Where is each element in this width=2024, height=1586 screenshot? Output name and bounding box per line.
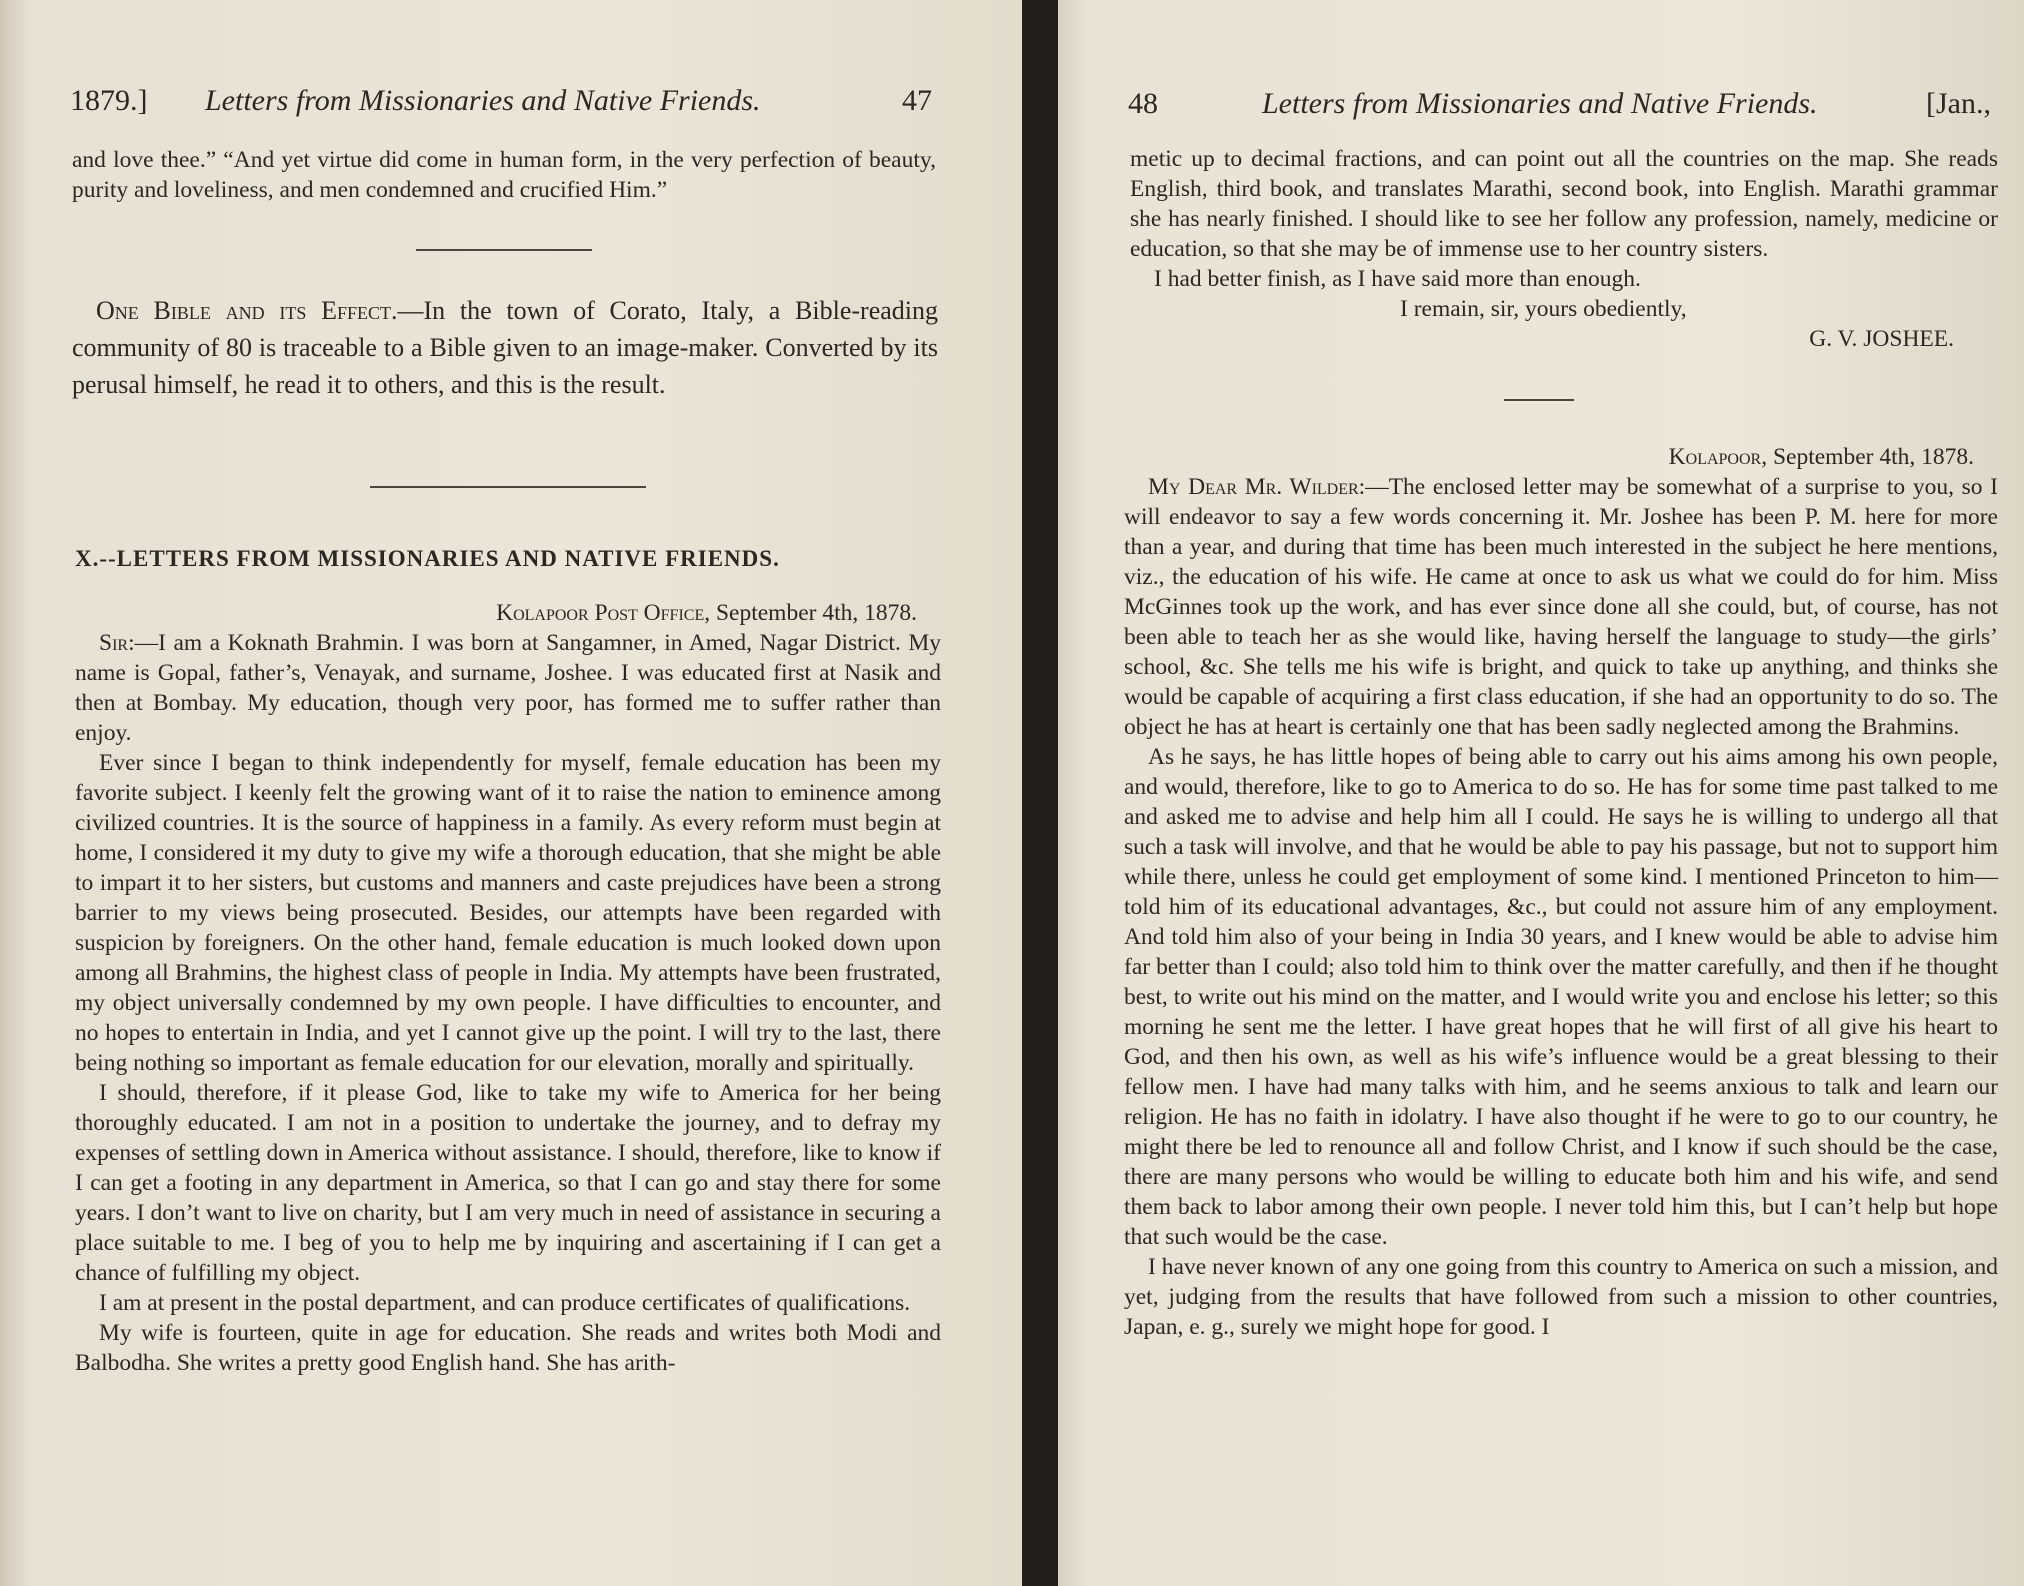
- right-dateline-date: September 4th, 1878.: [1767, 444, 1974, 470]
- right-header-title: Letters from Missionaries and Native Friends.: [1262, 87, 1818, 120]
- right-running-header: [1128, 87, 1998, 123]
- letters-section: [75, 544, 941, 1378]
- right-para-1: metic up to decimal fractions, and can point out all the countries on the map. She reads English, third book, and translates Marathi, second book, into English. Marathi grammar she has nearly finished. I should like to see her follow any profession, namely, medicine or education, so that she may be of immense use to her country sisters.: [1130, 146, 1998, 262]
- right-para-3-text: :—The enclosed letter may be somewhat of a surprise to you, so I will endeavor to say a few words concerning it. Mr. Joshee has been P. M. here for more than a year, and during that time has been much interested in the subject he here mentions, viz., the education of his wife. He came at once to ask us what we could do for him. Miss McGinnes took up the work, and has ever since done all she could, but, of course, has not been able to teach her as she would like, having herself the language to study—the girls’ school, &c. She tells me his wife is bright, and quick to take up anything, and thinks she would be capable of acquiring a first class education, if she had an opportunity to do so. The object he has at heart is certainly one that has been sadly neglected among the Brahmins.: [1124, 474, 1998, 740]
- left-salutation: Sir: [99, 630, 129, 656]
- right-dateline: [1124, 442, 1998, 472]
- right-salutation: My Dear Mr. Wilder: [1148, 474, 1359, 500]
- left-para-5: My wife is fourteen, quite in age for education. She reads and writes both Modi and Balbodha. She writes a pretty good English hand. She has arith-: [75, 1320, 941, 1376]
- bible-item: [72, 292, 938, 403]
- left-header-title: Letters from Missionaries and Native Friends.: [205, 84, 761, 117]
- wilder-letter: [1124, 442, 1998, 1342]
- right-header-month: [Jan.,: [1926, 87, 1991, 120]
- left-dateline-date: September 4th, 1878.: [710, 600, 917, 626]
- left-para-4: I am at present in the postal department, and can produce certificates of qualifications.: [99, 1290, 911, 1316]
- right-para-5: I have never known of any one going from this country to America on such a mission, and yet, judging from the results that have followed from such a mission to other countries, Japan, e. g., surely we might hope for good. I: [1124, 1254, 1998, 1340]
- right-dateline-place: Kolapoor,: [1668, 444, 1768, 470]
- book-gutter: [1022, 0, 1058, 1586]
- right-signature: G. V. JOSHEE.: [1809, 326, 1954, 352]
- right-page: [1058, 0, 2024, 1586]
- left-para-2: Ever since I began to think independently for myself, female education has been my favorite subject. I keenly felt the growing want of it to raise the nation to eminence among civilized countries. It is the source of happiness in a family. As every reform must begin at home, I considered it my duty to give my wife a thorough education, that she might be able to impart it to her sisters, but customs and manners and caste prejudices have been a strong barrier to my views being prosecuted. Besides, our attempts have been regarded with suspicion by foreigners. On the other hand, female education is much looked down upon among all Brahmins, the highest class of people in India. My attempts have been frustrated, my object universally condemned by my own people. I have difficulties to encounter, and no hopes to entertain in India, and yet I cannot give up the point. I will try to the last, there being nothing so important as female education for our elevation, morally and spiritually.: [75, 750, 941, 1076]
- left-para-1-text: :—I am a Koknath Brahmin. I was born at Sangamner, in Amed, Nagar District. My name is Gopal, father’s, Venayak, and surname, Joshee. I was educated first at Nasik and then at Bombay. My education, though very poor, has formed me to suffer rather than enjoy.: [75, 630, 941, 746]
- left-para-1: [75, 628, 941, 748]
- section-heading: X.--LETTERS FROM MISSIONARIES AND NATIVE FRIENDS.: [75, 546, 780, 571]
- right-closing: I remain, sir, yours obediently,: [1400, 296, 1687, 322]
- left-dateline-place: Kolapoor Post Office,: [496, 600, 711, 626]
- right-page-number: 48: [1128, 87, 1158, 120]
- left-page-number: 47: [902, 84, 932, 117]
- bible-item-text: —In the town of Corato, Italy, a Bible-reading community of 80 is traceable to a Bible given to an image-maker. Converted by its perusal himself, he read it to others, and this is the result.: [72, 296, 938, 399]
- left-dateline: [75, 598, 941, 628]
- right-letter-end: [1130, 144, 1998, 354]
- right-para-2: I had better finish, as I have said more than enough.: [1154, 266, 1641, 292]
- divider-3: [1504, 399, 1574, 401]
- left-quote-block: [72, 145, 936, 205]
- right-para-3: [1124, 472, 1998, 742]
- quote-end: and love thee.” “And yet virtue did come in human form, in the very perfection of beauty, purity and loveliness, and men condemned and crucified Him.”: [72, 147, 936, 203]
- divider-2: [370, 486, 646, 488]
- bible-item-title: One Bible and its Effect.: [96, 296, 398, 325]
- left-running-header: [70, 84, 940, 120]
- right-para-4: As he says, he has little hopes of being able to carry out his aims among his own people, and would, therefore, like to go to America to do so. He has for some time past talked to me and asked me to advise and help him all I could. He says he is willing to undergo all that such a task will involve, and that he would be able to pay his passage, but not to support him while there, unless he could get employment of some kind. I mentioned Princeton to him—told him of its educational advantages, &c., but could not assure him of any employment. And told him also of your being in India 30 years, and I knew would be able to advise him far better than I could; also told him to think over the matter carefully, and then if he thought best, to write out his mind on the matter, and I would write you and enclose his letter; so this morning he sent me the letter. I have great hopes that he will first of all give his heart to God, and then his own, as well as his wife’s influence would be a great blessing to their fellow men. I have had many talks with him, and he seems anxious to talk and learn our religion. He has no faith in idolatry. I have also thought if he were to go to our country, he might there be led to renounce all and follow Christ, and I know if such should be the case, there are many persons who would be willing to educate both him and his wife, and send them back to labor among their own people. I never told him this, but I can’t help but hope that such would be the case.: [1124, 744, 1998, 1250]
- left-header-year: 1879.]: [70, 84, 148, 117]
- left-para-3: I should, therefore, if it please God, like to take my wife to America for her being thoroughly educated. I am not in a position to undertake the journey, and to defray my expenses of settling down in America without assistance. I should, therefore, like to know if I can get a footing in any department in America, so that I can go and stay there for some years. I don’t want to live on charity, but I am very much in need of assistance in securing a place suitable to me. I beg of you to help me by inquiring and ascertaining if I can get a chance of fulfilling my object.: [75, 1080, 941, 1286]
- divider-1: [416, 249, 592, 251]
